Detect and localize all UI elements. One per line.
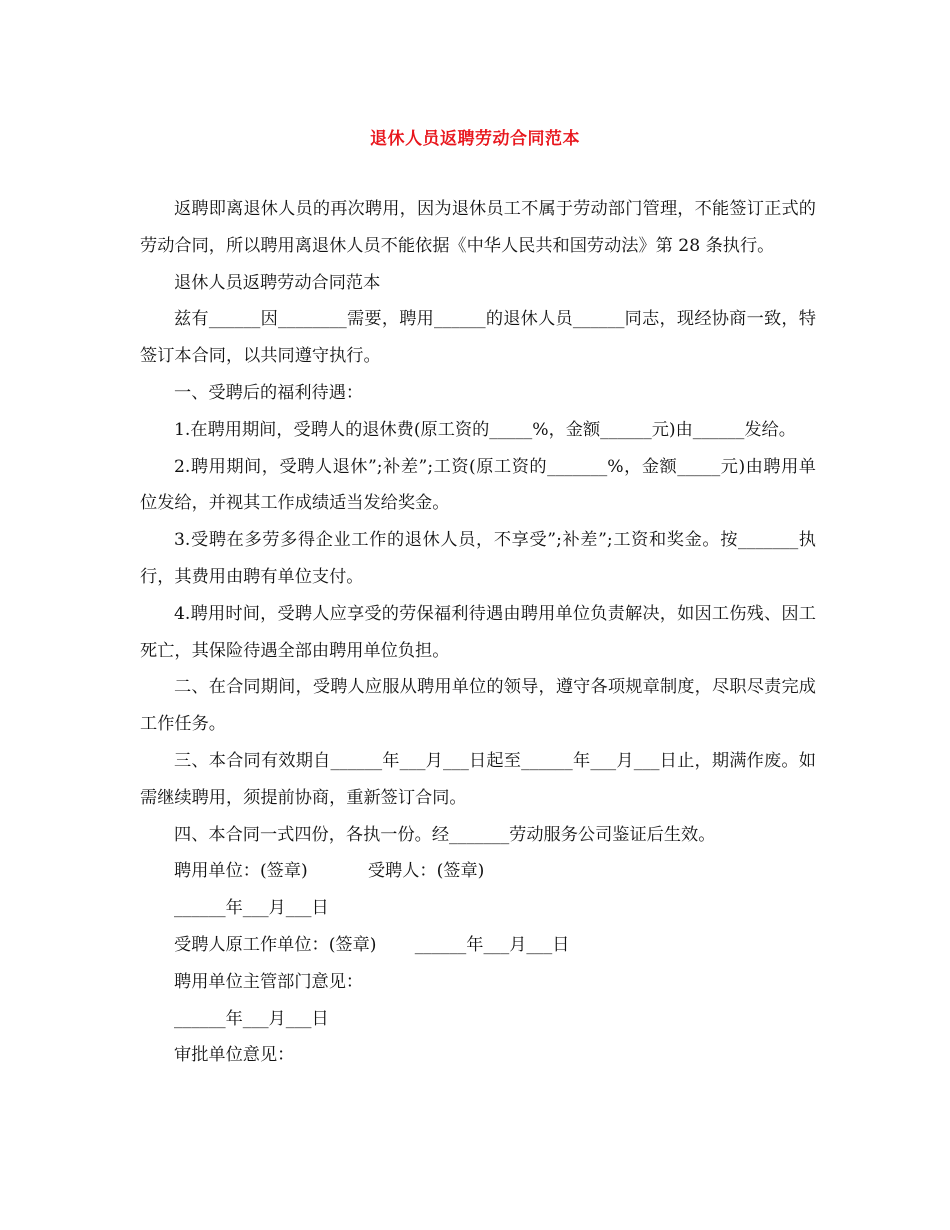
approval-opinion-line: 审批单位意见：: [174, 1045, 295, 1066]
item1-paragraph: 1.在聘用期间，受聘人的退休费(原工资的_____%，金额______元)由______发给。: [174, 419, 796, 440]
signature-date-line: ______年___月___日: [174, 898, 329, 919]
item2-paragraph: 2.聘用期间，受聘人退休”;补差”;工资(原工资的_______%，金额_____元)由聘用单位发给，并视其工作成绩适当发给奖金。: [140, 456, 816, 514]
supervisor-date-line: ______年___月___日: [174, 1008, 329, 1029]
section1-heading: 一、受聘后的福利待遇：: [174, 382, 364, 403]
preamble-paragraph: 兹有______因________需要，聘用______的退休人员______同志，现经协商一致，特签订本合同，以共同遵守执行。: [140, 309, 816, 367]
section4-paragraph: 四、本合同一式四份，各执一份。经_______劳动服务公司鉴证后生效。: [174, 824, 716, 845]
contract-subtitle: 退休人员返聘劳动合同范本: [174, 272, 381, 293]
document-title: 退休人员返聘劳动合同范本: [370, 129, 580, 149]
item3-paragraph: 3.受聘在多劳多得企业工作的退休人员，不享受”;补差”;工资和奖金。按_______执行，其费用由聘有单位支付。: [140, 530, 816, 587]
section2-paragraph: 二、在合同期间，受聘人应服从聘用单位的领导，遵守各项规章制度，尽职尽责完成工作任务。: [140, 677, 816, 735]
item4-paragraph: 4.聘用时间，受聘人应享受的劳保福利待遇由聘用单位负责解决，如因工伤残、因工死亡，其保险待遇全部由聘用单位负担。: [140, 603, 816, 661]
supervisor-opinion-line: 聘用单位主管部门意见：: [174, 971, 364, 992]
intro-paragraph: 返聘即离退休人员的再次聘用，因为退休员工不属于劳动部门管理，不能签订正式的劳动合同，所以聘用离退休人员不能依据《中华人民共和国劳动法》第 28 条执行。: [140, 199, 816, 256]
document-body: [140, 191, 816, 1074]
signature-line-employer-employee: 聘用单位：(签章) 受聘人：(签章): [174, 861, 485, 882]
section3-paragraph: 三、本合同有效期自______年___月___日起至______年___月___日止，期满作废。如需继续聘用，须提前协商，重新签订合同。: [140, 750, 816, 808]
signature-original-employer-line: 受聘人原工作单位：(签章) ______年___月___日: [174, 934, 570, 955]
